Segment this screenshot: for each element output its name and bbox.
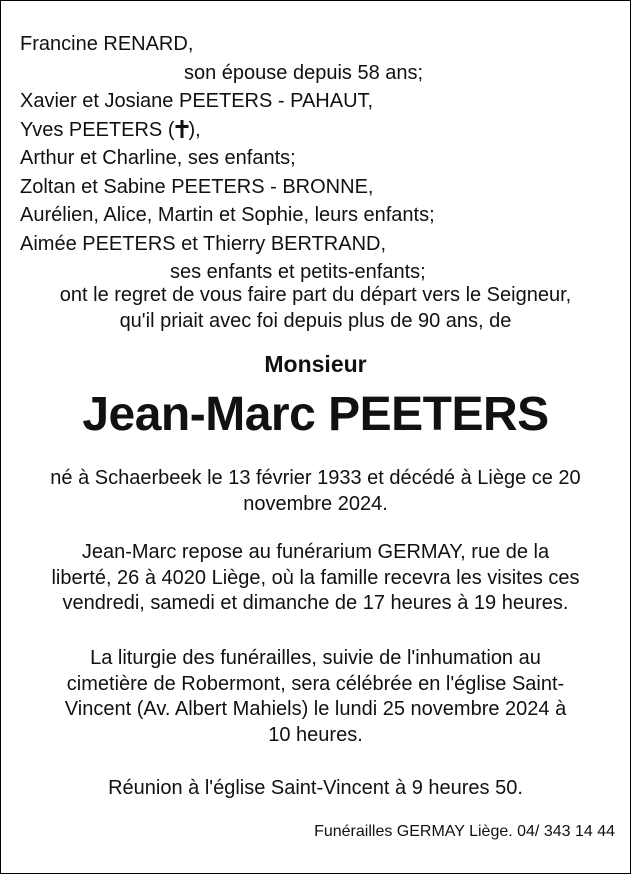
text-line: liberté, 26 à 4020 Liège, où la famille recevra les visites ces xyxy=(51,566,580,589)
family-line-deceased-son xyxy=(20,116,435,145)
family-line: son épouse depuis 58 ans; xyxy=(184,61,424,84)
family-line: ses enfants et petits-enfants; xyxy=(170,261,426,283)
meeting-line: Réunion à l'église Saint-Vincent à 9 heures 50. xyxy=(108,777,523,799)
text-line: ont le regret de vous faire part du départ vers le Seigneur, xyxy=(59,284,572,306)
family-list xyxy=(20,30,435,287)
text-line: La liturgie des funérailles, suivie de l'inhumation au xyxy=(90,647,541,669)
liturgy-paragraph xyxy=(10,646,621,748)
family-line-part: ), xyxy=(188,118,201,141)
family-line: Xavier et Josiane PEETERS - PAHAUT, xyxy=(20,90,374,112)
intro-paragraph xyxy=(10,283,621,334)
text-line: 10 heures. xyxy=(268,723,363,746)
text-line: vendredi, samedi et dimanche de 17 heures à 19 heures. xyxy=(62,592,569,614)
text-line: né à Schaerbeek le 13 février 1933 et décédé à Liège ce 20 xyxy=(50,467,581,489)
text-line: qu'il priait avec foi depuis plus de 90 ans, de xyxy=(119,309,512,332)
family-line: Zoltan et Sabine PEETERS - BRONNE, xyxy=(20,175,374,198)
family-line: Francine RENARD, xyxy=(20,33,194,55)
text-line: cimetière de Robermont, sera célébrée en l'église Saint- xyxy=(66,672,565,695)
text-line: Vincent (Av. Albert Mahiels) le lundi 25 novembre 2024 à xyxy=(64,698,567,720)
family-line-part: Yves PEETERS ( xyxy=(20,118,175,141)
visitation-paragraph xyxy=(10,540,621,617)
family-line: Aurélien, Alice, Martin et Sophie, leurs enfants; xyxy=(20,204,435,226)
funeral-home-contact: Funérailles GERMAY Liège. 04/ 343 14 44 xyxy=(314,823,615,840)
birth-death-paragraph xyxy=(10,466,621,517)
deceased-title: Monsieur xyxy=(264,351,367,377)
cross-icon xyxy=(175,119,189,139)
text-line: novembre 2024. xyxy=(243,492,388,515)
deceased-name: Jean-Marc PEETERS xyxy=(82,388,549,441)
text-line: Jean-Marc repose au funérarium GERMAY, rue de la xyxy=(81,541,550,563)
family-line: Arthur et Charline, ses enfants; xyxy=(20,147,296,169)
family-line: Aimée PEETERS et Thierry BERTRAND, xyxy=(20,232,387,255)
